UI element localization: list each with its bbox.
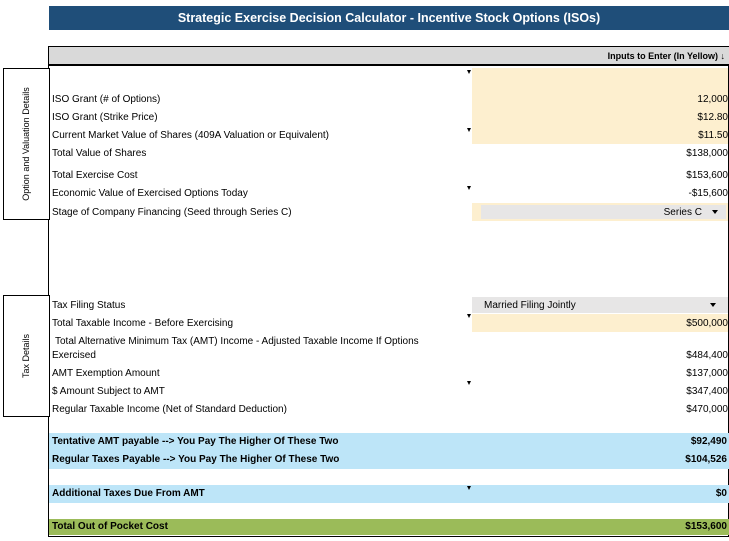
- tax-section-box: [3, 295, 50, 417]
- option-row-economic-value: [52, 185, 728, 201]
- page-title: Strategic Exercise Decision Calculator - Incentive Stock Options (ISOs): [49, 6, 729, 30]
- row-label: Tax Filing Status: [52, 299, 126, 311]
- chevron-down-icon: [712, 210, 718, 214]
- row-label: Total Value of Shares: [52, 147, 147, 159]
- total-value-value: $138,000: [686, 147, 728, 159]
- comment-indicator-icon[interactable]: [467, 70, 471, 74]
- inputs-header-bar: [49, 47, 729, 66]
- regular-income-value: $470,000: [686, 403, 728, 415]
- financing-stage-dropdown[interactable]: [481, 205, 726, 219]
- total-cost-label: Total Out of Pocket Cost: [52, 521, 168, 532]
- tax-row-subject-to-amt: [52, 383, 728, 399]
- exercise-cost-value: $153,600: [686, 169, 728, 181]
- row-label: Current Market Value of Shares (409A Valuation or Equivalent): [52, 129, 330, 141]
- row-label: AMT Exemption Amount: [52, 367, 160, 379]
- option-section-label: Option and Valuation Details: [21, 87, 31, 201]
- filing-status-selected: Married Filing Jointly: [484, 299, 576, 311]
- additional-taxes-band: [49, 485, 729, 503]
- amt-income-value: $484,400: [686, 349, 728, 361]
- row-label: Economic Value of Exercised Options Today: [52, 187, 248, 199]
- option-section-box: [3, 68, 50, 220]
- comment-indicator-icon[interactable]: [467, 128, 471, 132]
- taxable-income-input[interactable]: $500,000: [686, 317, 728, 329]
- row-label: $ Amount Subject to AMT: [52, 385, 165, 397]
- row-label: Total Taxable Income - Before Exercising: [52, 317, 234, 329]
- regular-taxes-value: $104,526: [685, 454, 727, 465]
- comment-indicator-icon[interactable]: [467, 486, 471, 490]
- row-label: Regular Taxable Income (Net of Standard Deduction): [52, 403, 287, 415]
- economic-value-value: -$15,600: [688, 187, 728, 199]
- subject-to-amt-value: $347,400: [686, 385, 728, 397]
- row-label-continued: Exercised: [52, 349, 96, 361]
- amt-exemption-value: $137,000: [686, 367, 728, 379]
- option-row-grant-count: [52, 91, 728, 107]
- option-row-market-value: [52, 127, 728, 143]
- amt-payable-value: $92,490: [690, 436, 727, 447]
- row-label: ISO Grant (Strike Price): [52, 111, 158, 123]
- market-value-input[interactable]: $11.50: [698, 129, 728, 141]
- total-cost-band: [49, 519, 729, 535]
- option-row-strike-price: [52, 109, 728, 125]
- total-cost-value: $153,600: [685, 521, 727, 532]
- financing-stage-selected: Series C: [663, 206, 702, 218]
- additional-taxes-label: Additional Taxes Due From AMT: [52, 488, 205, 499]
- row-label: Stage of Company Financing (Seed through Series C): [52, 206, 292, 218]
- tax-row-taxable-income: [52, 315, 728, 331]
- row-label: Total Exercise Cost: [52, 169, 138, 181]
- regular-taxes-label: Regular Taxes Payable --> You Pay The Higher Of These Two: [52, 454, 340, 465]
- comment-indicator-icon[interactable]: [467, 381, 471, 385]
- option-row-total-value: [52, 145, 728, 161]
- additional-taxes-value: $0: [715, 488, 727, 499]
- tax-row-amt-income-cont: [52, 347, 728, 363]
- amt-payable-label: Tentative AMT payable --> You Pay The Higher Of These Two: [52, 436, 339, 447]
- comment-indicator-icon[interactable]: [467, 314, 471, 318]
- tax-section-label: Tax Details: [21, 334, 31, 379]
- strike-price-input[interactable]: $12.80: [697, 111, 728, 123]
- tax-row-filing-status: [52, 297, 728, 313]
- tax-comparison-band: [49, 433, 729, 469]
- inputs-header-label: Inputs to Enter (In Yellow) ↓: [607, 51, 725, 61]
- row-label: Total Alternative Minimum Tax (AMT) Income - Adjusted Taxable Income If Options: [55, 335, 419, 347]
- row-label: ISO Grant (# of Options): [52, 93, 161, 105]
- comment-indicator-icon[interactable]: [467, 186, 471, 190]
- option-row-exercise-cost: [52, 167, 728, 183]
- grant-count-input[interactable]: 12,000: [697, 93, 728, 105]
- tax-row-regular-income: [52, 401, 728, 417]
- tax-row-amt-exemption: [52, 365, 728, 381]
